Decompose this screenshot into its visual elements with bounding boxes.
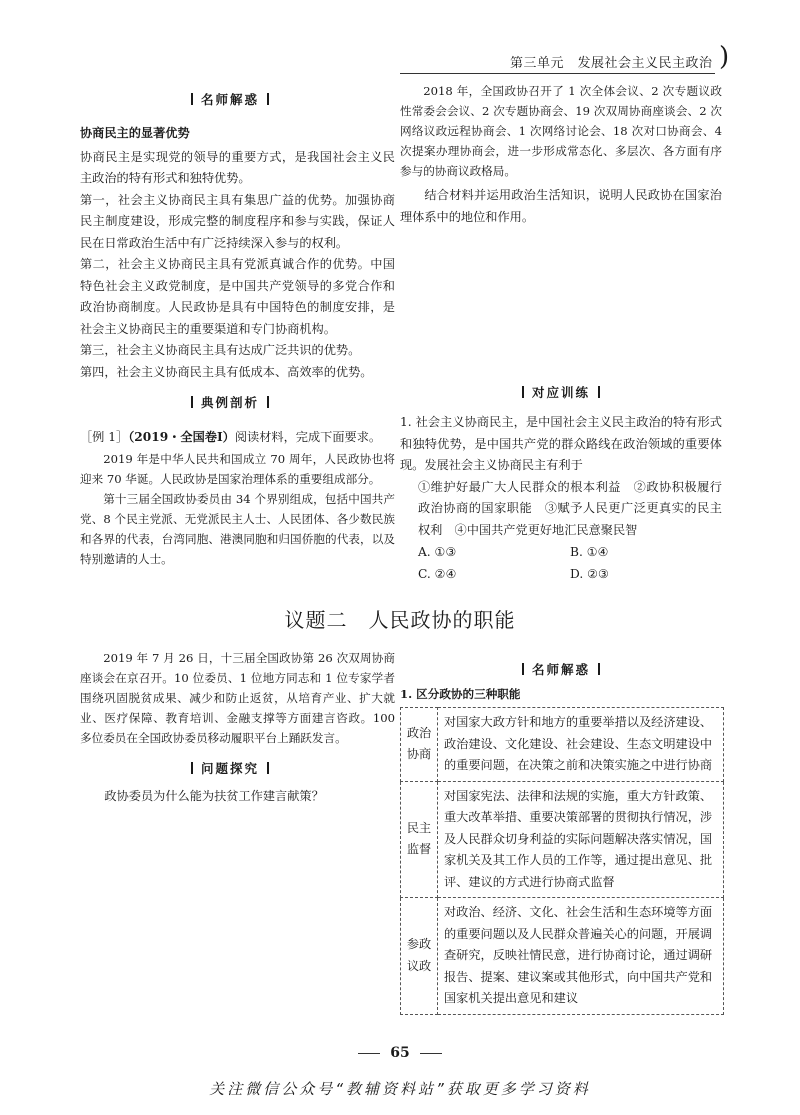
option-c: C. ②④ xyxy=(418,567,457,581)
table-row xyxy=(401,898,724,1015)
running-head-bracket: ) xyxy=(719,42,730,72)
footer-note: 关注微信公众号“教辅资料站”获取更多学习资料 xyxy=(209,1080,591,1098)
section-label-example: 典例剖析 xyxy=(80,393,380,411)
running-head: 第三单元 发展社会主义民主政治 xyxy=(510,56,713,71)
page-number-dash xyxy=(358,1053,380,1054)
functions-subtitle: 1. 区分政协的三种职能 xyxy=(400,687,521,701)
example-para: 2019 年是中华人民共和国成立 70 周年，人民政协也将迎来 70 华诞。人民政协是国家治理体系的重要组成部分。 xyxy=(80,451,395,486)
example-para: 第十三届全国政协委员由 34 个界别组成，包括中国共产党、8 个民主党派、无党派民主人士、人民团体、各少数民族和各界的代表，台湾同胞、港澳同胞和归国侨胞的代表，以及特别邀请的人士。 xyxy=(80,491,395,566)
advantages-title: 协商民主的显著优势 xyxy=(80,126,190,140)
training-statements: ①维护好最广大人民群众的根本利益 ②政协积极履行政治协商的国家职能 ③赋予人民更广泛更真实的民主权利 ④中国共产党更好地汇民意聚民智 xyxy=(418,479,722,537)
table-row xyxy=(401,781,724,898)
topic-title: 议题二 人民政协的职能 xyxy=(284,608,516,632)
page-number-dash xyxy=(420,1053,442,1054)
topic-intro: 2019 年 7 月 26 日，十三届全国政协第 26 次双周协商座谈会在京召开。10 位委员、1 位地方同志和 1 位专家学者围绕巩固脱贫成果、减少和防止返贫，从培育产业、扩大就业、医疗保障、教育培训、金融支撑等方面建言咨政。100 多位委员在全国政协委员移动履职平台上踊跃发言。 xyxy=(80,651,395,745)
page-number-text: 65 xyxy=(390,1045,410,1061)
option-a: A. ①③ xyxy=(418,545,457,559)
advantages-para: 协商民主是实现党的领导的重要方式，是我国社会主义民主政治的特有形式和独特优势。 xyxy=(80,149,395,185)
example-source: （2019・全国卷Ⅰ） xyxy=(128,430,235,444)
section-label-teacher-explains: 名师解惑 xyxy=(80,90,380,108)
advantages-para: 第三，社会主义协商民主具有达成广泛共识的优势。 xyxy=(80,343,361,357)
function-desc: 对国家大政方针和地方的重要举措以及经济建设、政治建设、文化建设、社会建设、生态文明建设中的重要问题，在决策之前和决策实施之中进行协商 xyxy=(438,708,724,782)
material-question: 结合材料并运用政治生活知识，说明人民政协在国家治理体系中的地位和作用。 xyxy=(400,188,722,224)
example-tag: ［例 1］ xyxy=(80,430,129,444)
function-name: 政治协商 xyxy=(401,708,438,782)
table-row xyxy=(401,708,724,782)
material-block xyxy=(400,81,722,228)
inquiry-block xyxy=(80,786,395,808)
function-desc: 对政治、经济、文化、社会生活和生态环境等方面的重要问题以及人民群众普遍关心的问题，开展调查研究，反映社情民意，进行协商讨论，通过调研报告、提案、建议案或其他形式，向中国共产党和国家机关提出意见和建议 xyxy=(438,898,724,1015)
function-desc: 对国家宪法、法律和法规的实施，重大方针政策、重大改革举措、重要决策部署的贯彻执行情况，涉及人民群众切身利益的实际问题解决落实情况，国家机关及其工作人员的工作等，通过提出意见、批评、建议的方式进行协商式监督 xyxy=(438,781,724,898)
advantages-para: 第四，社会主义协商民主具有低成本、高效率的优势。 xyxy=(80,364,373,379)
function-name: 民主监督 xyxy=(401,781,438,898)
option-d: D. ②③ xyxy=(570,567,609,581)
advantages-para: 第一，社会主义协商民主具有集思广益的优势。加强协商民主制度建设，形成完整的制度程序和参与实践，保证人民在日常政治生活中有广泛持续深入参与的权利。 xyxy=(80,192,395,250)
section-label-inquiry: 问题探究 xyxy=(80,759,380,777)
function-name: 参政议政 xyxy=(401,898,438,1015)
example-block xyxy=(80,427,395,569)
example-prompt: 阅读材料，完成下面要求。 xyxy=(234,430,382,444)
advantages-para: 第二，社会主义协商民主具有党派真诚合作的优势。中国特色社会主义政党制度，是中国共产党领导的多党合作和政治协商制度。人民政协是具有中国特色的制度安排，是社会主义协商民主的重要渠道和专门协商机构。 xyxy=(80,257,395,336)
advantages-block xyxy=(80,123,395,383)
running-head-rule xyxy=(400,73,715,74)
functions-table xyxy=(400,707,724,1015)
topic-intro-block xyxy=(80,648,395,748)
training-block xyxy=(400,412,722,585)
training-question: 1. 社会主义协商民主，是中国社会主义民主政治的特有形式和独特优势，是中国共产党的群众路线在政治领域的重要体现。发展社会主义协商民主有利于 xyxy=(400,415,722,472)
section-label-teacher-explains-2: 名师解惑 xyxy=(400,660,722,678)
page-number xyxy=(0,1045,800,1061)
option-b: B. ①④ xyxy=(570,545,609,559)
section-label-training: 对应训练 xyxy=(400,383,722,401)
training-options xyxy=(400,541,722,585)
example-heading xyxy=(80,427,395,449)
inquiry-question: 政协委员为什么能为扶贫工作建言献策？ xyxy=(104,789,324,803)
material-para: 2018 年，全国政协召开了 1 次全体会议、2 次专题议政性常委会会议、2 次专题协商会、19 次双周协商座谈会、2 次网络议政远程协商会、1 次网络讨论会、18 次对口协商会、4 次提案办理协商会，进一步形成常态化、多层次、各方面有序参与的协商议政格局。 xyxy=(400,84,722,178)
